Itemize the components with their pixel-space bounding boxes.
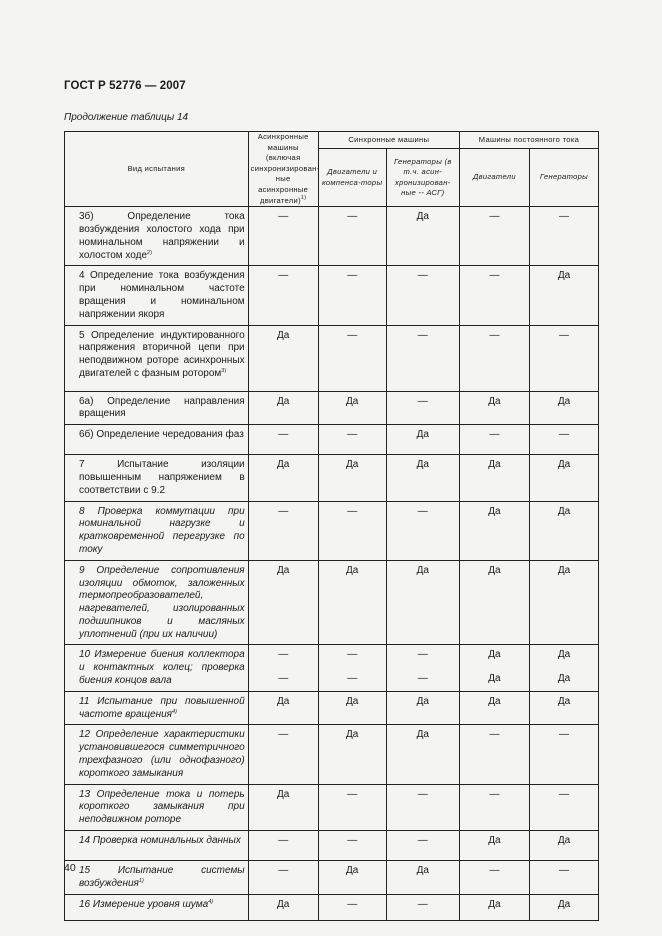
test-name: 6а) Определение направления вращения [79, 395, 245, 420]
value-cell [459, 501, 529, 560]
value: — [347, 673, 358, 685]
value: Да [277, 788, 290, 800]
value: Да [416, 695, 429, 707]
footnote-ref: 1) [138, 877, 144, 884]
test-name: 16 Измерение уровня шума [79, 898, 209, 910]
table-row [65, 645, 599, 691]
value-cell [529, 455, 598, 501]
test-name: 4 Определение тока возбуждения при номинальном частоте вращения и номинальном напряжении якоря [79, 270, 245, 320]
col-header-dc-generators: Генераторы [529, 149, 598, 207]
value: — [558, 429, 569, 441]
footnote-ref: 4) [208, 898, 214, 905]
value-cell [248, 455, 318, 501]
test-name-cell [65, 861, 249, 895]
value: — [558, 788, 569, 800]
value-cell [318, 501, 386, 560]
page-number: 40 [64, 862, 76, 874]
value: — [347, 788, 358, 800]
value-cell [386, 455, 459, 501]
value-cell [248, 391, 318, 425]
value: — [417, 649, 428, 661]
value: Да [488, 459, 501, 471]
value-cell [386, 391, 459, 425]
value: — [489, 788, 500, 800]
value: Да [277, 898, 290, 910]
value-cell [529, 266, 598, 325]
value: — [347, 898, 358, 910]
value: Да [557, 695, 571, 707]
value: — [278, 211, 289, 223]
value: Да [488, 835, 501, 847]
value-cell [386, 325, 459, 391]
value-cell [318, 391, 386, 425]
value-cell [248, 645, 318, 691]
value: Да [488, 673, 501, 685]
value-cell [529, 645, 598, 691]
value-cell [459, 266, 529, 325]
value-cell [459, 391, 529, 425]
value-cell [386, 831, 459, 861]
value-cell [318, 691, 386, 725]
value-cell [386, 645, 459, 691]
table-row [65, 560, 599, 645]
value-cell [248, 325, 318, 391]
test-name-cell [65, 691, 249, 725]
test-name-cell [65, 207, 249, 266]
value-cell [529, 831, 598, 861]
value-cell [459, 784, 529, 830]
value-cell [529, 725, 598, 784]
test-name: 3б) Определение тока возбуждения холостого хода при номинальном напряжении и холостом ходе [79, 211, 245, 261]
col-header-async-note: 1) [300, 194, 307, 201]
value: Да [416, 564, 429, 576]
value-cell [386, 725, 459, 784]
value-cell [248, 691, 318, 725]
col-header-dc-motors: Двигатели [459, 149, 529, 207]
value: Да [346, 395, 359, 407]
value-cell [248, 725, 318, 784]
value: — [347, 270, 358, 282]
value-cell [318, 725, 386, 784]
test-name-cell [65, 501, 249, 560]
value-cell [248, 831, 318, 861]
value: Да [277, 395, 290, 407]
value: — [278, 649, 289, 661]
test-name: 9 Определение сопротивления изоляции обмоток, заложенных термопреобразователей, нагревателей, изолированных подшипников и масляных уплотнений (при их наличии) [79, 564, 245, 640]
test-name-cell [65, 645, 249, 691]
document-header: ГОСТ Р 52776 — 2007 [64, 80, 186, 92]
value: — [558, 865, 569, 877]
value-cell [318, 425, 386, 455]
value: — [417, 270, 428, 282]
value-cell [386, 501, 459, 560]
value: — [278, 673, 289, 685]
footnote-ref: 3) [221, 367, 227, 374]
value: — [417, 835, 428, 847]
value: Да [557, 835, 571, 847]
value: — [417, 505, 428, 517]
value-cell [459, 207, 529, 266]
value: — [278, 729, 289, 741]
value-cell [459, 861, 529, 895]
test-name: 11 Испытание при повышенной частоте вращения [79, 695, 245, 720]
table-row [65, 455, 599, 501]
value: — [417, 395, 428, 407]
table-row [65, 725, 599, 784]
test-name-cell [65, 725, 249, 784]
value: Да [416, 865, 429, 877]
value-cell [248, 425, 318, 455]
value: — [417, 788, 428, 800]
value-cell [248, 784, 318, 830]
value: Да [488, 695, 501, 707]
value: Да [557, 898, 571, 910]
value: Да [277, 695, 290, 707]
value: — [347, 505, 358, 517]
table-row [65, 894, 599, 920]
value-cell [459, 425, 529, 455]
value-cell [529, 425, 598, 455]
value-cell [248, 501, 318, 560]
value: Да [346, 564, 359, 576]
test-name-cell [65, 784, 249, 830]
value: — [278, 429, 289, 441]
test-name: 5 Определение индуктированного напряжения вторичной цепи при неподвижном роторе асинхронных двигателей с фазным ротором [79, 329, 245, 379]
value: Да [277, 329, 290, 341]
value: Да [557, 505, 571, 517]
test-name: 7 Испытание изоляции повышенным напряжением в соответствии с 9.2 [79, 459, 245, 496]
table-row [65, 391, 599, 425]
test-name-cell [65, 325, 249, 391]
value: — [347, 329, 358, 341]
col-header-async-label: Асинхронные машины (включая синхронизирован-ные асинхронные двигатели) [250, 132, 320, 205]
value-cell [529, 691, 598, 725]
table-body [65, 207, 599, 920]
group-header-dc: Машины постоянного тока [459, 132, 598, 149]
value-cell [248, 861, 318, 895]
value: Да [488, 564, 501, 576]
value: Да [488, 395, 501, 407]
value: Да [346, 865, 359, 877]
value: Да [277, 459, 290, 471]
value: Да [488, 505, 501, 517]
value-cell [318, 455, 386, 501]
table-row [65, 501, 599, 560]
value-cell [386, 266, 459, 325]
value-cell [459, 831, 529, 861]
value-cell [248, 266, 318, 325]
value-cell [318, 266, 386, 325]
table-row [65, 325, 599, 391]
value: Да [557, 649, 571, 661]
value-cell [459, 691, 529, 725]
value: Да [346, 729, 359, 741]
value: — [489, 729, 500, 741]
value-cell [529, 894, 598, 920]
value-cell [386, 560, 459, 645]
test-name-cell [65, 560, 249, 645]
value-cell [318, 784, 386, 830]
value-cell [386, 784, 459, 830]
test-name: 15 Испытание системы возбуждения [79, 865, 245, 889]
value: — [347, 429, 358, 441]
value-cell [529, 560, 598, 645]
value: — [278, 835, 289, 847]
value: — [347, 211, 358, 223]
group-header-sync: Синхронные машины [318, 132, 459, 149]
value: — [489, 429, 500, 441]
table-caption: Продолжение таблицы 14 [64, 112, 189, 123]
value: — [278, 505, 289, 517]
test-name: 13 Определение тока и потерь короткого замыкания при неподвижном роторе [79, 788, 245, 826]
test-name: 12 Определение характеристики установившегося симметричного трехфазного (или однофазного) короткого замыкания [79, 729, 245, 779]
value: Да [557, 564, 571, 576]
value: Да [488, 898, 501, 910]
value: Да [416, 211, 429, 223]
value: Да [416, 459, 429, 471]
value: — [417, 898, 428, 910]
value-cell [318, 207, 386, 266]
value-cell [318, 831, 386, 861]
test-name-cell [65, 266, 249, 325]
value: — [417, 329, 428, 341]
test-name: 6б) Определение чередования фаз [79, 429, 244, 441]
value: — [489, 329, 500, 341]
col-header-async [248, 132, 318, 207]
value: Да [557, 395, 571, 407]
value-cell [386, 425, 459, 455]
table-row [65, 784, 599, 830]
col-header-sync-motors: Двигатели и компенса-торы [318, 149, 386, 207]
value-cell [318, 894, 386, 920]
value-cell [529, 207, 598, 266]
test-name-cell [65, 391, 249, 425]
test-name-cell [65, 425, 249, 455]
value-cell [318, 325, 386, 391]
value-cell [386, 207, 459, 266]
test-name: 10 Измерение биения коллектора и контактных колец; проверка биения концов вала [79, 649, 245, 687]
footnote-ref: 4) [172, 708, 177, 715]
value: — [489, 270, 500, 282]
test-name: 14 Проверка номинальных данных [79, 835, 241, 847]
value-cell [248, 207, 318, 266]
value: Да [557, 270, 571, 282]
test-name: 8 Проверка коммутации при номинальной нагрузке и кратковременной перегрузке по току [79, 505, 245, 555]
value: Да [346, 695, 359, 707]
value-cell [459, 725, 529, 784]
table-row [65, 425, 599, 455]
value: Да [488, 649, 501, 661]
value: — [558, 211, 569, 223]
value: — [558, 729, 569, 741]
value-cell [459, 645, 529, 691]
value: — [347, 649, 358, 661]
value-cell [248, 894, 318, 920]
value-cell [318, 645, 386, 691]
value: — [417, 673, 428, 685]
value: Да [416, 729, 429, 741]
value: Да [557, 459, 571, 471]
value: — [347, 835, 358, 847]
value-cell [529, 391, 598, 425]
test-name-cell [65, 831, 249, 861]
col-header-sync-generators: Генераторы (в т.ч. асин-хронизирован-ные -- АСГ) [386, 149, 459, 207]
value: — [278, 865, 289, 877]
value: — [278, 270, 289, 282]
value: Да [416, 429, 429, 441]
table-row [65, 207, 599, 266]
col-header-test: Вид испытания [65, 132, 249, 207]
value-cell [529, 784, 598, 830]
value: — [489, 865, 500, 877]
value: — [558, 329, 569, 341]
table-row [65, 861, 599, 895]
value-cell [459, 560, 529, 645]
table-row [65, 266, 599, 325]
footnote-ref: 2) [147, 249, 152, 256]
value-cell [318, 861, 386, 895]
value-cell [386, 894, 459, 920]
table-row [65, 831, 599, 861]
test-table [64, 131, 599, 921]
value-cell [318, 560, 386, 645]
value: — [489, 211, 500, 223]
value-cell [459, 894, 529, 920]
value-cell [459, 455, 529, 501]
value-cell [529, 501, 598, 560]
value-cell [248, 560, 318, 645]
test-name-cell [65, 894, 249, 920]
value-cell [529, 861, 598, 895]
value: Да [557, 673, 571, 685]
value: Да [346, 459, 359, 471]
test-name-cell [65, 455, 249, 501]
value-cell [386, 861, 459, 895]
value-cell [386, 691, 459, 725]
table-row [65, 691, 599, 725]
value: Да [277, 564, 290, 576]
value-cell [529, 325, 598, 391]
value-cell [459, 325, 529, 391]
